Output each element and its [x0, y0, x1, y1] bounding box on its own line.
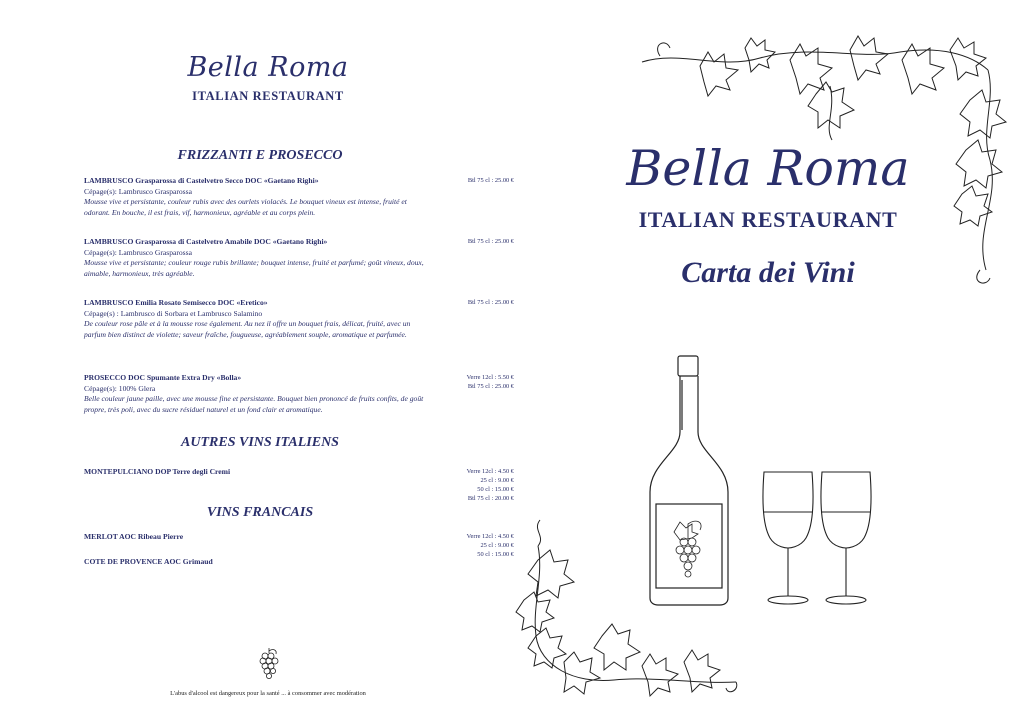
grape-cluster-icon	[258, 646, 280, 686]
wine-price: Btl 75 cl : 25.00 €	[467, 177, 514, 184]
wine-description: De couleur rose pâle et à la mousse rose également. Au nez il offre un bouquet frais, délicat, fruité, avec un parfum bien distinct de violette; saveur fraîche, fougueuse, agréablement souple, aromatique et parfumée.	[84, 319, 411, 339]
right-page	[512, 0, 1024, 724]
wine-name: MERLOT AOC Ribeau Pierre	[84, 532, 184, 541]
wine-description: Mousse vive et persistante; couleur rouge rubis brillante; bouquet intense, fruité et parfumé; goût vineux, doux, aimable, harmonieux, très agréable.	[84, 258, 424, 278]
grapevine-bottom-left-icon	[514, 516, 740, 702]
wine-price: Verre 12cl : 4.50 € 25 cl : 9.00 € 50 cl : 15.00 € Btl 75 cl : 20.00 €	[466, 468, 514, 502]
wine-item	[84, 373, 514, 415]
wine-price: Btl 75 cl : 25.00 €	[467, 299, 514, 306]
wine-item	[84, 467, 514, 502]
wine-item	[84, 532, 514, 558]
wine-grapes: Cépage(s): 100% Glera	[84, 383, 156, 393]
wine-item	[84, 298, 514, 340]
wine-glass-icon	[816, 468, 876, 608]
section-title-francais: VINS FRANCAIS	[206, 505, 314, 520]
wine-name: PROSECCO DOC Spumante Extra Dry «Bolla»	[84, 373, 242, 382]
wine-price: Verre 12cl : 4.50 € 25 cl : 9.00 € 50 cl : 15.00 €	[466, 533, 514, 558]
wine-grapes: Cépage(s): Lambrusco Grasparossa	[84, 186, 192, 196]
wine-grapes: Cépage(s): Lambrusco Grasparossa	[84, 247, 192, 257]
wine-item	[84, 237, 514, 279]
wine-description: Belle couleur jaune paille, avec une mousse fine et persistante. Bouquet bien prononcé de fruits confits, de goût propre, très poli, avec du sucre résiduel naturel et un fond clair et aromatique.	[84, 394, 424, 414]
wine-item	[84, 176, 514, 218]
wine-description: Mousse vive et persistante, couleur rubis avec des ourlets violacés. Le bouquet vineux est intense, fruité et odorant. En bouche, il est frais, vif, harmonieux, agréable et au corps plein.	[84, 197, 407, 217]
wine-name: LAMBRUSCO Emilia Rosato Semisecco DOC «Eretico»	[84, 298, 268, 307]
brand-logo-right: Bella Roma	[626, 140, 910, 197]
wine-list-title: Carta dei Vini	[681, 256, 855, 289]
wine-name: MONTEPULCIANO DOP Terre degli Cremi	[84, 467, 231, 476]
wine-price: Verre 12cl : 5.50 € Btl 75 cl : 25.00 €	[466, 374, 514, 390]
brand-logo-left: Bella Roma	[187, 52, 349, 83]
section-title-autres: AUTRES VINS ITALIENS	[181, 435, 339, 450]
section-title-frizzanti: FRIZZANTI E PROSECCO	[177, 148, 343, 163]
brand-subtitle-right: ITALIAN RESTAURANT	[638, 207, 898, 232]
wine-price: Btl 75 cl : 25.00 €	[467, 238, 514, 245]
wine-name: LAMBRUSCO Grasparossa di Castelvetro Amabile DOC «Gaetano Righi»	[84, 237, 328, 246]
brand-subtitle-left: ITALIAN RESTAURANT	[192, 89, 344, 103]
wine-grapes: Cépage(s) : Lambrusco di Sorbara et Lambrusco Salamino	[84, 308, 263, 318]
wine-item	[84, 557, 514, 568]
alcohol-warning: L'abus d'alcool est dangereux pour la santé ... à consommer avec modération	[170, 690, 366, 697]
wine-name: LAMBRUSCO Grasparossa di Castelvetro Secco DOC «Gaetano Righi»	[84, 176, 319, 185]
wine-name: COTE DE PROVENCE AOC Grimaud	[84, 557, 213, 566]
wine-glass-icon	[758, 468, 818, 608]
